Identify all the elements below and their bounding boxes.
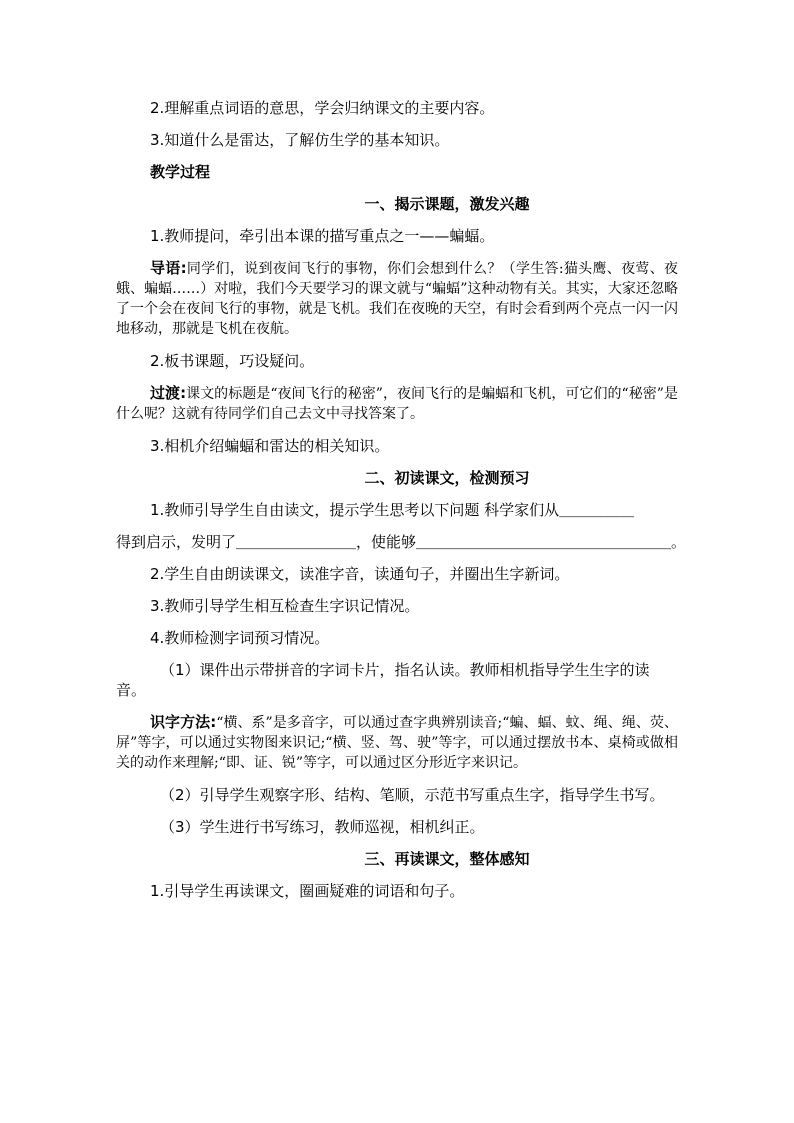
step-2-4-2: （2）引导学生观察字形、结构、笔顺，示范书写重点生字，指导学生书写。 xyxy=(160,786,665,804)
literacy-method-text: “横、系”是多音字，可以通过查字典辨别读音;“蝙、蝠、蚊、绳、绳、荧、屏”等字，可以通过实物图来识记;“横、竖、驾、驶”等字，可以通过摆放书本、桌椅或做相关的动作来理解;“即、证、锐”等字，可以通过区分形近字来识记。 xyxy=(116,715,679,771)
objective-3: 3.知道什么是雷达，了解仿生学的基本知识。 xyxy=(150,131,450,149)
step-2-1-line-b: 得到启示，发明了＿＿＿＿＿＿＿＿，使能够＿＿＿＿＿＿＿＿＿＿＿＿＿＿＿＿＿。 xyxy=(116,533,687,551)
step-1-3: 3.相机介绍蝙蝠和雷达的相关知识。 xyxy=(150,437,390,455)
step-2-2: 2.学生自由朗读课文，读准字音，读通句子，并圈出生字新词。 xyxy=(150,565,570,583)
literacy-method-label: 识字方法: xyxy=(150,713,217,731)
transition-paragraph xyxy=(116,383,678,424)
intro-label: 导语: xyxy=(150,259,187,277)
step-2-3: 3.教师引导学生相互检查生字识记情况。 xyxy=(150,597,420,615)
section-3-title: 三、再读课文，整体感知 xyxy=(364,850,530,868)
step-1-1: 1.教师提问，牵引出本课的描写重点之一——蝙蝠。 xyxy=(150,227,495,245)
intro-paragraph xyxy=(116,258,678,339)
section-2-title: 二、初读课文，检测预习 xyxy=(364,469,530,487)
step-2-4-3: （3）学生进行书写练习，教师巡视，相机纠正。 xyxy=(160,818,485,836)
step-2-1-line-a: 1.教师引导学生自由读文，提示学生思考以下问题 科学家们从＿＿＿＿＿ xyxy=(150,501,635,519)
step-1-2: 2.板书课题，巧设疑问。 xyxy=(150,352,315,370)
step-2-4-1-text: （1）课件出示带拼音的字词卡片，指名认读。教师相机指导学生生字的读音。 xyxy=(116,661,650,699)
transition-text: 课文的标题是“夜间飞行的秘密”，夜间飞行的是蝙蝠和飞机，可它们的“秘密”是什么呢？这就有待同学们自己去文中寻找答案了。 xyxy=(116,386,678,422)
transition-label: 过渡: xyxy=(150,384,187,402)
step-2-4-1 xyxy=(116,660,678,700)
section-1-title: 一、揭示课题，激发兴趣 xyxy=(364,195,530,213)
intro-text: 同学们，说到夜间飞行的事物，你们会想到什么？（学生答:猫头鹰、夜莺、夜蛾、蝙蝠……）对啦，我们今天要学习的课文就与“蝙蝠”这种动物有关。其实，大家还忽略了一个会在夜间飞行的事物，就是飞机。我们在夜晚的天空，有时会看到两个亮点一闪一闪地移动，那就是飞机在夜航。 xyxy=(116,261,678,337)
objective-2: 2.理解重点词语的意思，学会归纳课文的主要内容。 xyxy=(150,99,495,117)
literacy-method-paragraph xyxy=(116,712,678,773)
teaching-process-heading: 教学过程 xyxy=(150,163,211,181)
lesson-plan-body xyxy=(116,98,687,913)
step-2-4: 4.教师检测字词预习情况。 xyxy=(150,629,330,647)
step-3-1: 1.引导学生再读课文，圈画疑难的词语和句子。 xyxy=(150,882,465,900)
